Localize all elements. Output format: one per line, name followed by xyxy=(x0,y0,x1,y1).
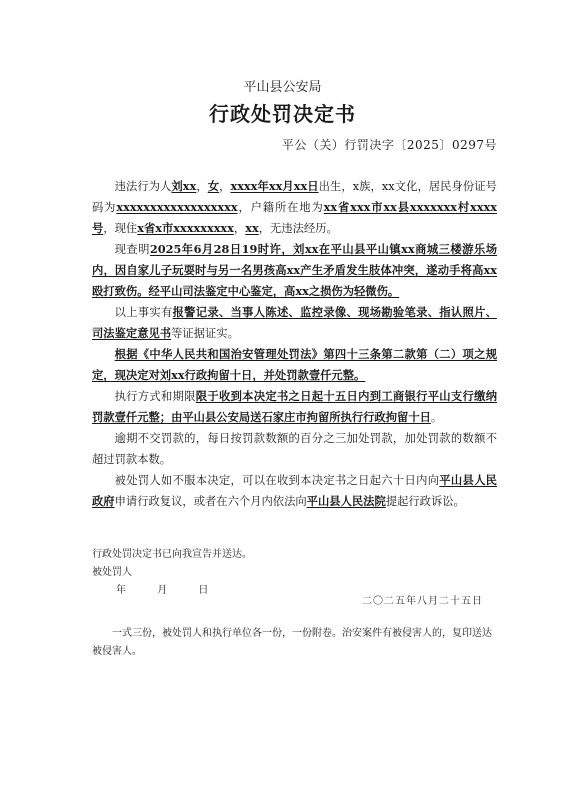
document-body xyxy=(92,176,497,512)
served-statement: 行政处罚决定书已向我宣告并送达。 xyxy=(92,549,252,560)
text-segment: ， xyxy=(219,180,231,193)
agency-name: 平山县公安局 xyxy=(243,80,322,95)
offender-id-number: xxxxxxxxxxxxxxxxxx xyxy=(116,200,238,214)
month-label: 月 xyxy=(157,585,168,596)
text-segment: 申请行政复议，或者在六个月内依法向 xyxy=(114,495,307,508)
recipient-label: 被处罚人 xyxy=(92,567,132,578)
court-name: 平山县人民法院 xyxy=(306,494,386,508)
evidence-paragraph xyxy=(92,302,497,344)
text-segment: ，户籍所在地为 xyxy=(237,201,324,214)
text-segment: ，无违法经历。 xyxy=(258,222,338,235)
text-segment: ， xyxy=(233,222,246,235)
text-segment: 。 xyxy=(430,411,443,424)
review-authority: 平山县人民政府 xyxy=(92,473,497,508)
day-label: 日 xyxy=(198,585,209,596)
text-segment: 出生，x族，xx文化，居民身份证号码为 xyxy=(92,180,497,214)
offender-occupation: xx xyxy=(245,221,259,235)
facts-paragraph xyxy=(92,239,497,302)
text-segment: 等证据证实。 xyxy=(171,327,239,340)
issue-date: 二〇二五年八月二十五日 xyxy=(362,596,483,607)
legal-basis-decision: 根据《中华人民共和国治安管理处罚法》第四十三条第二款第（二）项之规定，现决定对刘xx行政拘留十日，并处罚款壹仟元整。 xyxy=(92,347,497,382)
offender-hukou: xx省xxx市xx县xxxxxxx村xxxx号 xyxy=(92,200,497,235)
late-payment-paragraph: 逾期不交罚款的，每日按罚款数额的百分之三加处罚款，加处罚款的数额不超过罚款本数。 xyxy=(92,432,497,466)
offender-residence: x省x市xxxxxxxxx xyxy=(137,221,234,235)
text-segment: ， xyxy=(196,180,208,193)
case-facts: 2025年6月28日19时许，刘xx在平山县平山镇xx商城三楼游乐场内，因自家儿子玩耍时与另一名男孩高xx产生矛盾发生肢体冲突，遂动手将高xx殴打致伤。经平山司法鉴定中心鉴定，高xx之损伤为轻微伤。 xyxy=(92,242,497,298)
copies-note: 一式三份，被处罚人和执行单位各一份，一份附卷。治安案件有被侵害人的，复印送达被侵害人。 xyxy=(92,628,492,657)
text-segment: 以上事实有 xyxy=(114,306,173,319)
text-segment: 被处罚人如不服本决定，可以在收到本决定书之日起六十日内向 xyxy=(114,474,440,487)
appeal-paragraph xyxy=(92,470,497,512)
offender-birthdate: xxxx年xx月xx日 xyxy=(230,179,319,193)
document-number: 平公（关）行罚决字〔2025〕0297号 xyxy=(281,138,497,152)
document-title: 行政处罚决定书 xyxy=(209,102,356,126)
offender-name: 刘xx xyxy=(171,179,197,193)
text-segment: 违法行为人 xyxy=(114,180,172,193)
year-label: 年 xyxy=(116,585,126,596)
evidence-list: 报警记录、当事人陈述、监控录像、现场勘验笔录、指认照片、司法鉴定意见书 xyxy=(92,305,497,340)
execution-paragraph xyxy=(92,386,497,428)
text-segment: 提起行政诉讼。 xyxy=(385,495,465,508)
offender-info-paragraph xyxy=(92,176,497,239)
offender-gender: 女 xyxy=(207,179,220,193)
execution-method: 限于收到本决定书之日起十五日内到工商银行平山支行缴纳罚款壹仟元整；由平山县公安局送石家庄市拘留所执行行政拘留十日 xyxy=(92,389,497,424)
text-segment: 执行方式和期限 xyxy=(114,390,196,403)
text-segment: ，现住 xyxy=(103,222,138,235)
legal-basis-paragraph xyxy=(92,344,497,386)
text-segment: 现查明 xyxy=(114,243,150,256)
